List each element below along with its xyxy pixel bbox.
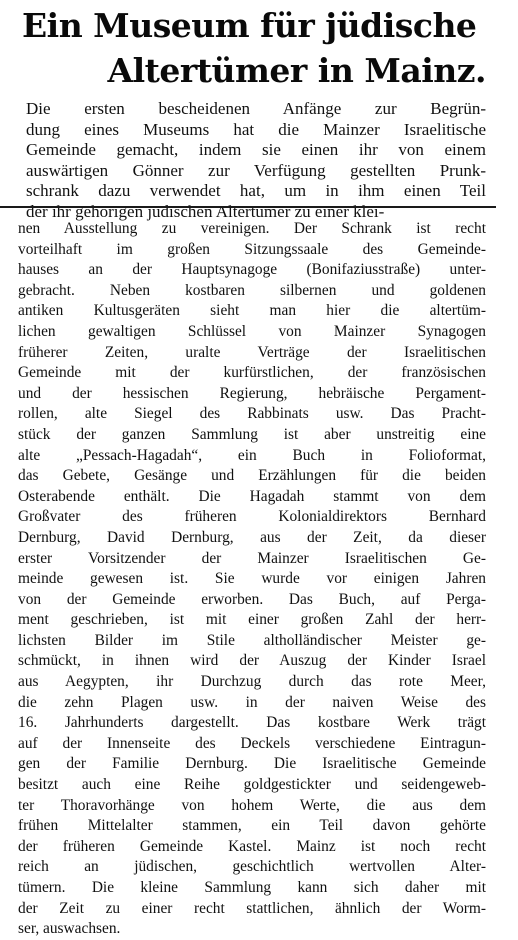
body-text-line: die zehn Plagen usw. in der naiven Weise des: [18, 693, 486, 711]
body-text-line: und der hessischen Regierung, hebräische Pergament-: [18, 384, 486, 402]
body-text-line: auf der Innenseite des Deckels verschiedene Eintragun-: [18, 734, 486, 752]
body-text-line: antiken Kultusgeräten sieht man hier die altertüm-: [18, 302, 486, 320]
body-text-line: erster Vorsitzender der Mainzer Israelitischen Ge-: [18, 549, 486, 567]
body-text-line: 16. Jahrhunderts dargestellt. Das kostbare Werk trägt: [18, 714, 486, 732]
body-text-line: rollen, alte Siegel des Rabbinats usw. Das Pracht-: [18, 405, 486, 423]
body-text-line: vorteilhaft im großen Sitzungssaale des Gemeinde-: [18, 240, 486, 258]
body-text-line: besitzt auch eine Reihe goldgestickter und seidengeweb-: [18, 776, 486, 794]
body-text-line: von der Gemeinde erworben. Das Buch, auf Perga-: [18, 590, 486, 608]
body-text-line: Osterabende enthält. Die Hagadah stammt von dem: [18, 487, 486, 505]
intro-line: Die ersten bescheidenen Anfänge zur Begrün-: [26, 99, 486, 118]
body-text-line: alte „Pessach-Hagadah“, ein Buch in Folioformat,: [18, 446, 486, 464]
intro-paragraph: [26, 99, 486, 222]
intro-line: der ihr gehörigen jüdischen Altertümer zu einer klei-: [26, 201, 385, 221]
intro-line: schrank dazu verwendet hat, um in ihm einen Teil: [26, 181, 486, 200]
intro-line: auswärtigen Gönner zur Verfügung gestellten Prunk-: [26, 160, 486, 180]
body-text-line: aus Aegypten, ihr Durchzug durch das rote Meer,: [18, 673, 486, 691]
article-body: [18, 219, 486, 940]
body-text-line: frühen Mittelalter stammen, ein Teil davon gehörte: [18, 817, 486, 835]
body-text-line: meinde gewesen ist. Sie wurde vor einigen Jahren: [18, 570, 486, 588]
body-text-line: das Gebete, Gesänge und Erzählungen für die beiden: [18, 467, 486, 485]
body-text-line: Dernburg, David Dernburg, aus der Zeit, da dieser: [18, 528, 486, 546]
column-separator-rule: [0, 206, 496, 208]
body-text-line: hauses an der Hauptsynagoge (Bonifaziusstraße) unter-: [18, 261, 486, 279]
intro-line: Gemeinde gemacht, indem sie einen ihr von einem: [26, 140, 486, 159]
body-text-line: der früheren Gemeinde Kastel. Mainz ist noch recht: [18, 837, 486, 855]
body-text-line: stück der ganzen Sammlung ist aber unstreitig eine: [18, 425, 486, 443]
body-text-line: lichen gewaltigen Schlüssel von Mainzer Synagogen: [18, 322, 486, 340]
body-text-line: früherer Zeiten, uralte Verträge der Israelitischen: [18, 343, 486, 361]
body-text-line: ment geschrieben, ist mit einer großen Zahl der herr-: [18, 611, 486, 629]
body-text-line: ter Thoravorhänge von hohem Werte, die aus dem: [18, 796, 486, 814]
body-text-line: lichsten Bilder im Stile altholländischer Meister ge-: [18, 631, 486, 649]
headline-line-1: Ein Museum für jüdische: [22, 6, 477, 45]
body-text-line: gen der Familie Dernburg. Die Israelitische Gemeinde: [18, 755, 486, 773]
body-text-line: ser, auswachsen.: [18, 920, 121, 938]
headline-line-2: Altertümer in Mainz.: [107, 51, 486, 90]
body-text-line: gebracht. Neben kostbaren silbernen und goldenen: [18, 281, 486, 299]
body-text-line: tümern. Die kleine Sammlung kann sich daher mit: [18, 879, 486, 896]
body-text-line: der Zeit zu einer recht stattlichen, ähnlich der Worm-: [18, 899, 486, 917]
column-rule-corner: [0, 206, 6, 228]
body-text-line: schmückt, in ihnen wird der Auszug der Kinder Israel: [18, 652, 486, 670]
body-text-line: reich an jüdischen, geschichtlich wertvollen Alter-: [18, 858, 486, 876]
intro-line: dung eines Museums hat die Mainzer Israelitische: [26, 119, 486, 139]
body-text-line: nen Ausstellung zu vereinigen. Der Schrank ist recht: [18, 220, 486, 237]
body-text-line: Großvater des früheren Kolonialdirektors Bernhard: [18, 508, 486, 526]
body-text-line: Gemeinde mit der kurfürstlichen, der französischen: [18, 364, 486, 382]
